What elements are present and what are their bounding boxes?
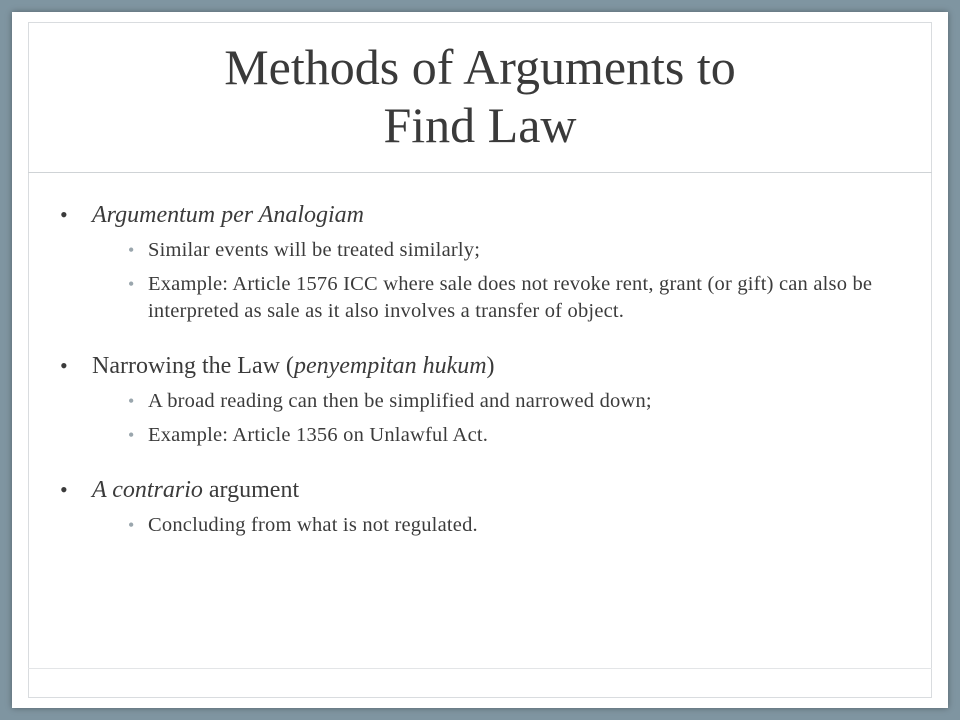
slide (12, 12, 948, 708)
spacer (60, 337, 910, 351)
footer-divider (28, 668, 932, 669)
bullet-icon: • (60, 202, 68, 227)
sub-bullet-text: Example: Article 1576 ICC where sale does not revoke rent, grant (or gift) can also be interpreted as sale as it also involves a transfer of object. (148, 273, 873, 322)
sub-bullet-text: Example: Article 1356 on Unlawful Act. (148, 424, 489, 446)
bullet-icon: • (60, 477, 68, 502)
slide-body (60, 200, 910, 551)
sub-bullet-icon: • (128, 391, 135, 411)
bullet-label-italic: A contrario (92, 477, 203, 503)
bullet-analogy (60, 200, 910, 325)
sub-bullet (92, 512, 910, 539)
sub-bullet (92, 388, 910, 415)
bullet-a-contrario (60, 475, 910, 539)
title-divider (28, 172, 932, 173)
sub-bullet-text: A broad reading can then be simplified and narrowed down; (148, 390, 652, 412)
bullet-label-italic: penyempitan hukum (293, 353, 487, 379)
slide-title (28, 38, 932, 154)
sub-bullet-text: Similar events will be treated similarly; (148, 239, 481, 261)
bullet-label-suffix: argument (202, 477, 300, 503)
sub-bullet-icon: • (128, 425, 135, 445)
bullet-label-suffix: ) (486, 353, 495, 379)
sub-bullet-icon: • (128, 515, 135, 535)
bullet-label-prefix: Narrowing the Law ( (92, 353, 294, 379)
bullet-label: Argumentum per Analogiam (92, 202, 364, 228)
sub-bullet (92, 271, 910, 325)
title-line-1: Methods of Arguments to (224, 39, 736, 95)
sub-bullet-text: Concluding from what is not regulated. (148, 514, 478, 536)
sub-bullet-icon: • (128, 240, 135, 260)
spacer (60, 461, 910, 475)
title-line-2: Find Law (383, 97, 577, 153)
bullet-icon: • (60, 353, 68, 378)
sub-bullet-icon: • (128, 274, 135, 294)
bullet-narrowing (60, 351, 910, 449)
sub-bullet (92, 422, 910, 449)
sub-bullet (92, 237, 910, 264)
